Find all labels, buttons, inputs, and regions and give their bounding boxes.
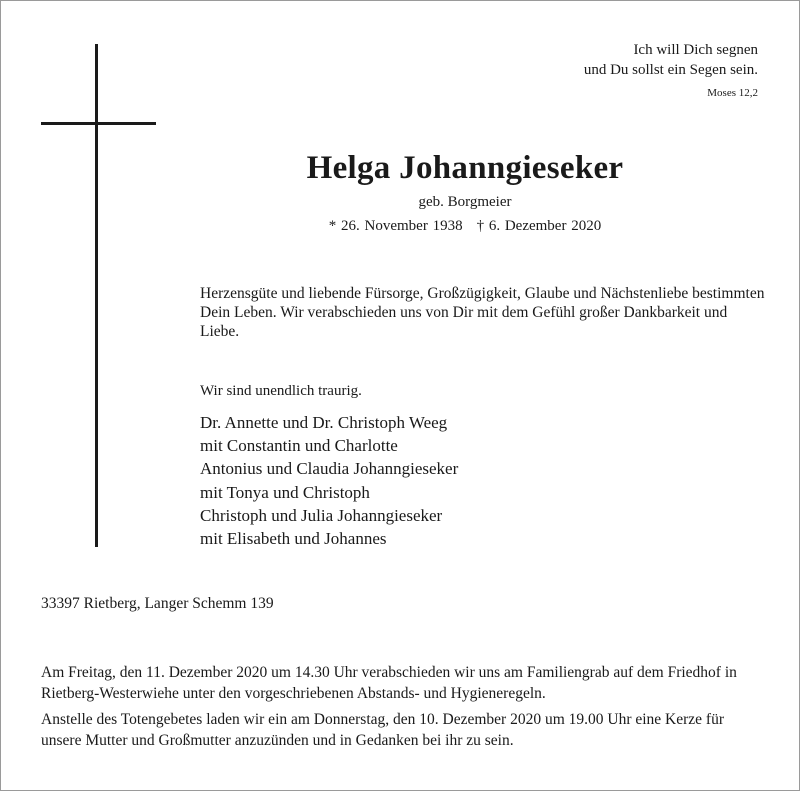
death-date: † 6. Dezember 2020	[476, 218, 602, 234]
family-member-line: Dr. Annette und Dr. Christoph Weeg	[200, 413, 448, 432]
birth-date: * 26. November 1938	[328, 218, 463, 234]
family-member-line: mit Constantin und Charlotte	[200, 436, 398, 456]
family-member-line: Antonius und Claudia Johanngieseker	[200, 459, 459, 479]
vigil-notice-paragraph: Anstelle des Totengebetes laden wir ein am Donnerstag, den 10. Dezember 2020 um 19.00 Uhr eine Kerze für unsere Mutter und Großmutter anzuzünden und in Gedanken bei ihr zu sein.	[41, 711, 724, 749]
verse-reference: Moses 12,2	[707, 87, 758, 99]
bible-verse	[584, 40, 758, 102]
family-member-line: Christoph und Julia Johanngieseker	[200, 505, 443, 525]
family-list	[200, 411, 458, 550]
family-member-line: mit Tonya und Christoph	[200, 482, 370, 502]
tribute-text: Herzensgüte und liebende Fürsorge, Großzügigkeit, Glaube und Nächstenliebe bestimmten Dein Leben. Wir verabschieden uns von Dir mit dem Gefühl großer Dankbarkeit und Liebe.	[200, 285, 765, 340]
life-dates	[0, 218, 800, 235]
family-member-line: mit Elisabeth und Johannes	[200, 529, 387, 549]
funeral-notice	[41, 663, 761, 757]
birth-name: geb. Borgmeier	[418, 194, 512, 210]
cross-horizontal-bar	[41, 122, 156, 125]
deceased-name: Helga Johanngieseker	[306, 150, 624, 186]
mourning-line: Wir sind unendlich traurig.	[200, 383, 362, 399]
address: 33397 Rietberg, Langer Schemm 139	[41, 595, 274, 612]
verse-line-2: und Du sollst ein Segen sein.	[583, 62, 758, 78]
funeral-notice-paragraph: Am Freitag, den 11. Dezember 2020 um 14.30 Uhr verabschieden wir uns am Familiengrab auf dem Friedhof in Rietberg-Westerwiehe unter den vorgeschriebenen Abstands- und Hygieneregeln.	[41, 664, 737, 702]
cross-vertical-bar	[95, 44, 98, 547]
verse-line-1: Ich will Dich segnen	[633, 42, 758, 58]
